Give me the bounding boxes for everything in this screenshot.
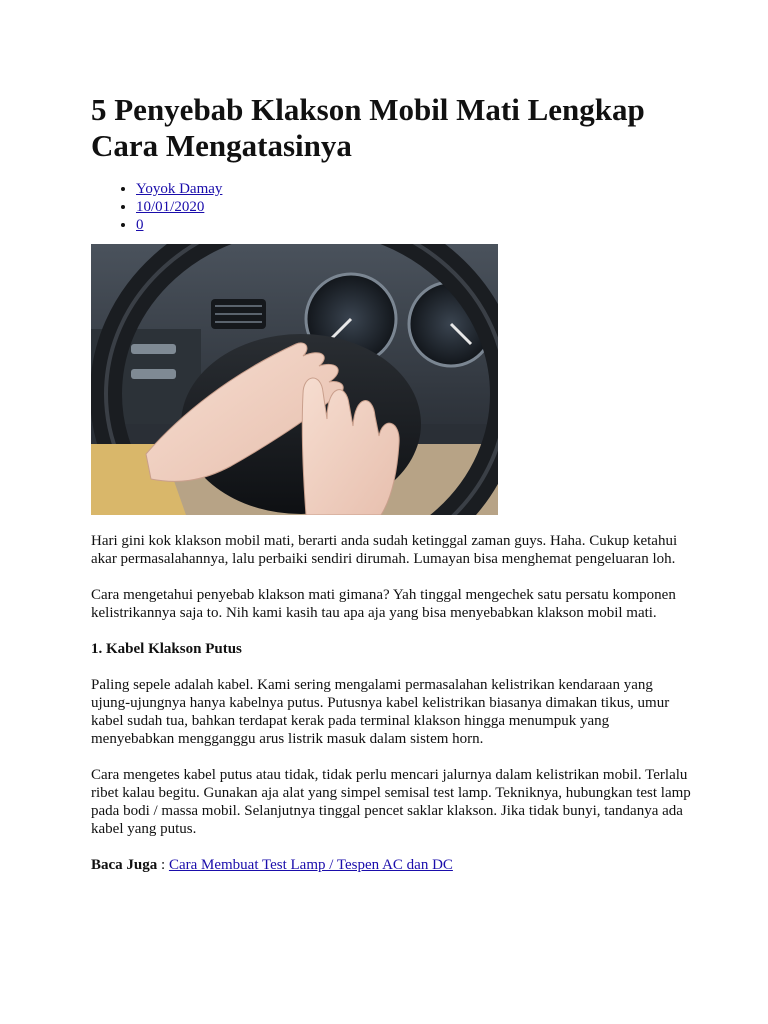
meta-comments-item [136,216,691,234]
page-title: 5 Penyebab Klakson Mobil Mati Lengkap Cara Mengatasinya [91,92,645,163]
date-link[interactable]: 10/01/2020 [136,199,205,215]
baca-juga-separator: : [157,857,169,873]
baca-juga-label: Baca Juga [91,857,158,873]
meta-date-item [136,198,691,216]
section-heading-1: 1. Kabel Klakson Putus [91,641,242,657]
baca-juga-link[interactable]: Cara Membuat Test Lamp / Tespen AC dan DC [168,857,453,873]
intro-paragraph-1: Hari gini kok klakson mobil mati, berarti anda sudah ketinggal zaman guys. Haha. Cukup ketahui akar permasalahannya, lalu perbaiki sendiri dirumah. Lumayan bisa menghemat pengeluaran loh. [91,533,678,567]
hero-image [91,244,498,515]
section-1-paragraph-1: Paling sepele adalah kabel. Kami sering mengalami permasalahan kelistrikan kendaraan yang ujung-ujungnya hanya kabelnya putus. Putusnya kabel kelistrikan biasanya dimakan tikus, umur kabel sudah tua, bahkan terdapat kerak pada terminal klakson hingga menumpuk yang menyebabkan mengganggu arus listrik masuk dalam sistem horn. [91,677,670,747]
intro-paragraph-2: Cara mengetahui penyebab klakson mati gimana? Yah tinggal mengechek satu persatu komponen kelistrikannya saja to. Nih kami kasih tau apa aja yang bisa menyebabkan klakson mobil mati. [91,587,676,621]
article [91,92,691,874]
steering-wheel-photo [91,244,498,515]
baca-juga-line [91,856,691,874]
meta-author-item [136,180,691,198]
section-1-paragraph-2: Cara mengetes kabel putus atau tidak, tidak perlu mencari jalurnya dalam kelistrikan mobil. Terlalu ribet kalau begitu. Gunakan aja alat yang simpel semisal test lamp. Tekniknya, hubungkan test lamp pada bodi / massa mobil. Selanjutnya tinggal pencet saklar klakson. Jika tidak bunyi, tandanya ada kabel yang putus. [91,767,691,837]
post-meta-list [91,180,691,234]
author-link[interactable]: Yoyok Damay [136,181,223,197]
comments-link[interactable]: 0 [136,217,144,233]
